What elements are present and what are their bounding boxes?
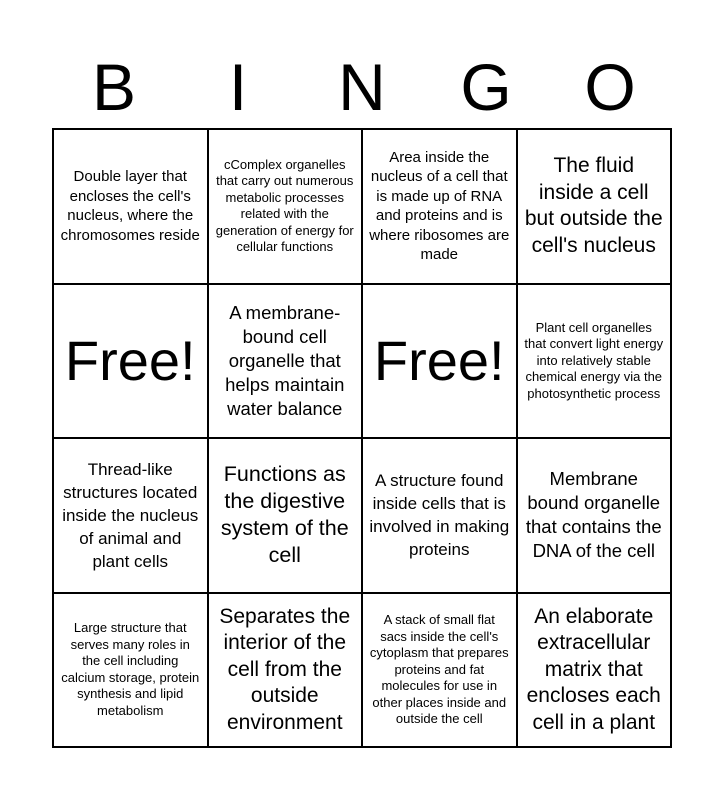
- header-letter-i: I: [228, 50, 248, 124]
- bingo-cell[interactable]: [54, 594, 209, 749]
- cell-text: A membrane-bound cell organelle that helps maintain water balance: [225, 301, 345, 419]
- free-space-cell[interactable]: [363, 285, 518, 440]
- header-letter-b: B: [91, 50, 137, 124]
- cell-text: Large structure that serves many roles in the cell including calcium storage, protein synthesis and lipid metabolism: [61, 620, 200, 718]
- free-space-cell[interactable]: [54, 285, 209, 440]
- cell-text: Separates the interior of the cell from the outside environment: [219, 604, 351, 734]
- bingo-cell[interactable]: [209, 439, 364, 594]
- cell-text: The fluid inside a cell but outside the cell's nucleus: [524, 154, 663, 257]
- header-letter-o: O: [584, 50, 636, 124]
- bingo-cell[interactable]: [209, 594, 364, 749]
- bingo-cell[interactable]: [209, 130, 364, 285]
- cell-text: Double layer that encloses the cell's nucleus, where the chromosomes reside: [60, 168, 200, 244]
- cell-text: Functions as the digestive system of the cell: [220, 462, 349, 568]
- cell-text: Thread-like structures located inside the nucleus of animal and plant cells: [62, 459, 199, 571]
- cell-text: cComplex organelles that carry out numerous metabolic processes related with the generation of energy for cellular functions: [215, 156, 354, 255]
- bingo-cell[interactable]: [363, 439, 518, 594]
- cell-text: Membrane bound organelle that contains the DNA of the cell: [525, 468, 662, 562]
- bingo-cell[interactable]: [54, 439, 209, 594]
- cell-text: An elaborate extracellular matrix that encloses each cell in a plant: [526, 604, 661, 734]
- cell-text: A structure found inside cells that is involved in making proteins: [369, 471, 510, 560]
- bingo-cell[interactable]: [209, 285, 364, 440]
- free-space-text: Free!: [373, 328, 505, 392]
- free-space-text: Free!: [64, 328, 196, 392]
- bingo-cell[interactable]: [518, 285, 673, 440]
- bingo-cell[interactable]: [518, 130, 673, 285]
- cell-text: Plant cell organelles that convert light energy into relatively stable chemical energy via the photosynthetic process: [524, 319, 664, 401]
- bingo-cell[interactable]: [363, 594, 518, 749]
- bingo-cell[interactable]: [363, 130, 518, 285]
- header-letter-n: N: [338, 50, 386, 124]
- bingo-cell[interactable]: [54, 130, 209, 285]
- header-letter-g: G: [460, 50, 512, 124]
- cell-text: Area inside the nucleus of a cell that is made up of RNA and proteins and is where ribosomes are made: [369, 148, 510, 264]
- cell-text: A stack of small flat sacs inside the cell's cytoplasm that prepares proteins and fat molecules for use in other places inside and outside the cell: [369, 612, 509, 726]
- bingo-cell[interactable]: [518, 439, 673, 594]
- bingo-header: [52, 50, 672, 124]
- bingo-grid: [52, 128, 672, 748]
- bingo-cell[interactable]: [518, 594, 673, 749]
